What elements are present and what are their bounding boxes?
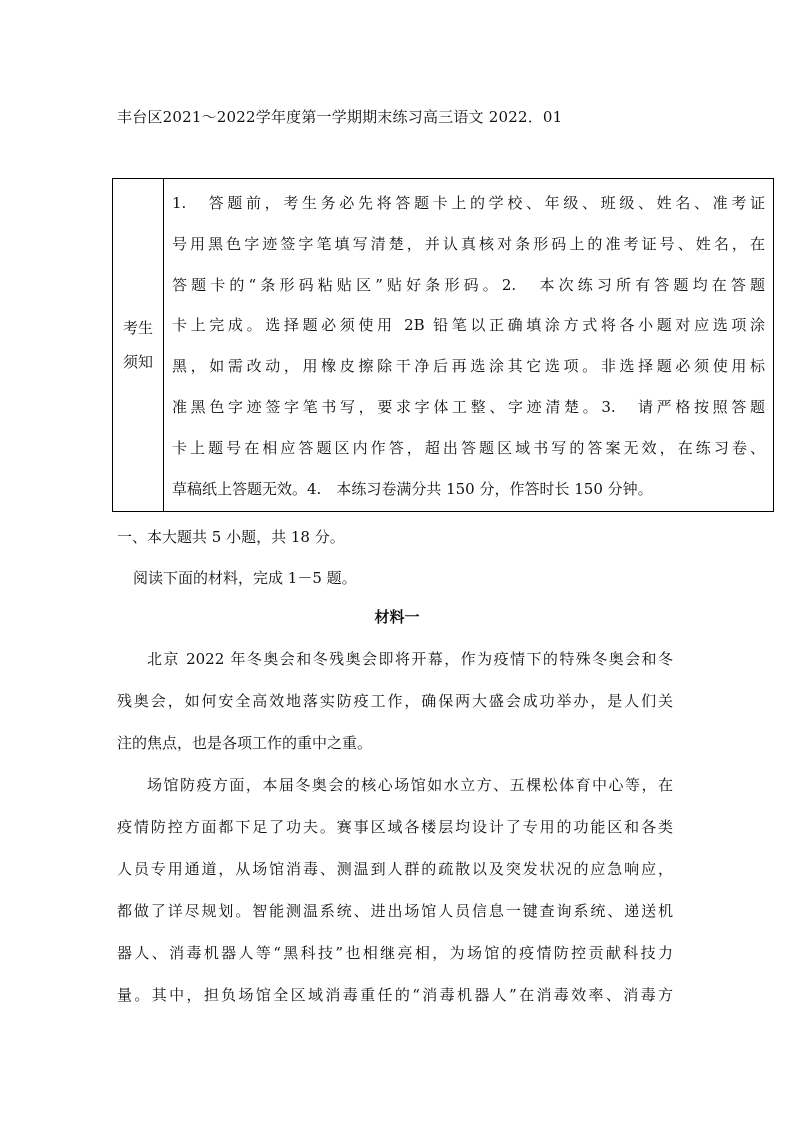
notice-line: 准黑色字迹签字笔书写，要求字体工整、字迹清楚。3. 请严格按照答题	[172, 397, 765, 416]
paragraph-line: 量。其中，担负场馆全区域消毒重任的“消毒机器人”在消毒效率、消毒方	[117, 986, 673, 1004]
paragraph-line: 残奥会，如何安全高效地落实防疫工作，确保两大盛会成功举办，是人们关	[117, 692, 673, 710]
paragraph-line: 都做了详尽规划。智能测温系统、进出场馆人员信息一键查询系统、递送机	[117, 902, 673, 920]
notice-line: 1. 答题前，考生务必先将答题卡上的学校、年级、班级、姓名、准考证	[172, 194, 765, 212]
notice-line: 卡上题号在相应答题区内作答，超出答题区域书写的答案无效，在练习卷、	[172, 438, 765, 457]
page-title: 丰台区2021～2022学年度第一学期期末练习高三语文 2022．01	[117, 108, 563, 126]
section-heading: 一、本大题共 5 小题，共 18 分。	[117, 528, 345, 546]
notice-body	[164, 179, 773, 511]
paragraph-line: 场馆防疫方面，本届冬奥会的核心场馆如水立方、五棵松体育中心等，在	[147, 776, 673, 794]
notice-label-line-2: 须知	[122, 353, 153, 371]
notice-line: 号用黑色字迹签字笔填写清楚，并认真核对条形码上的准考证号、姓名，在	[172, 234, 765, 253]
paragraph-line: 北京 2022 年冬奥会和冬残奥会即将开幕，作为疫情下的特殊冬奥会和冬	[147, 650, 673, 668]
paragraph-line: 疫情防控方面都下足了功夫。赛事区域各楼层均设计了专用的功能区和各类	[117, 818, 673, 836]
notice-label	[113, 179, 164, 511]
paragraph-line: 注的焦点，也是各项工作的重中之重。	[117, 734, 373, 752]
notice-line: 卡上完成。选择题必须使用 2B 铅笔以正确填涂方式将各小题对应选项涂	[172, 316, 765, 335]
paragraph-line: 人员专用通道，从场馆消毒、测温到人群的疏散以及突发状况的应急响应，	[117, 860, 673, 878]
notice-line: 草稿纸上答题无效。4. 本练习卷满分共 150 分，作答时长 150 分钟。	[172, 479, 653, 498]
notice-line: 答题卡的“条形码粘贴区”贴好条形码。2. 本次练习所有答题均在答题	[172, 275, 765, 294]
paragraph-line: 器人、消毒机器人等“黑科技”也相继亮相，为场馆的疫情防控贡献科技力	[117, 944, 673, 962]
notice-label-line-1: 考生	[122, 319, 153, 337]
material-title: 材料一	[374, 608, 420, 626]
notice-table	[112, 178, 774, 512]
reading-instruction: 阅读下面的材料，完成 1－5 题。	[133, 569, 357, 587]
notice-line: 黑，如需改动，用橡皮擦除干净后再选涂其它选项。非选择题必须使用标	[172, 357, 765, 376]
